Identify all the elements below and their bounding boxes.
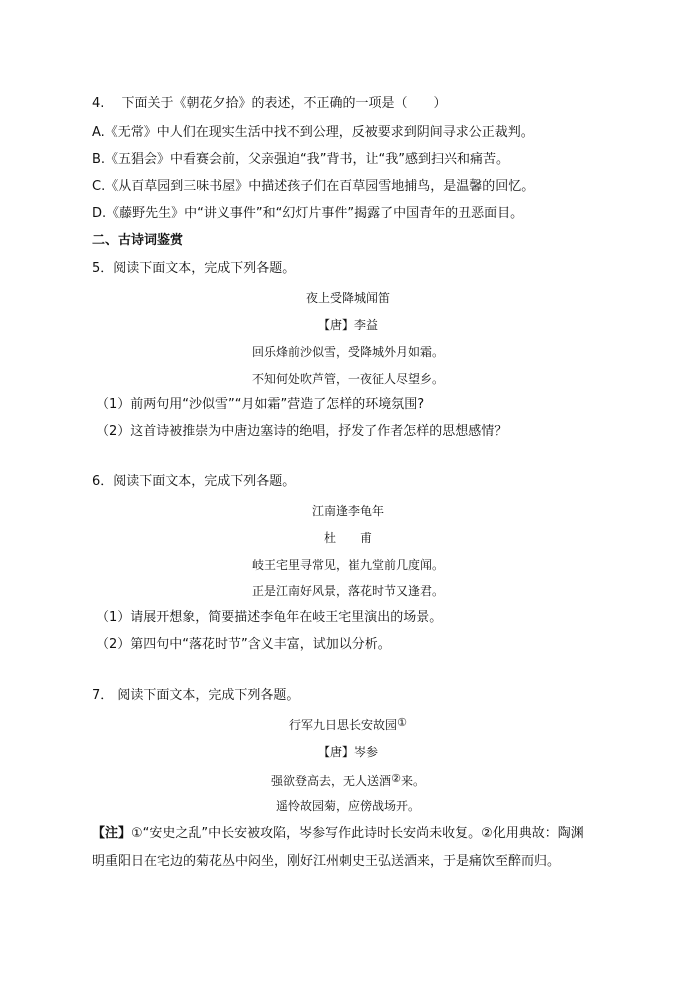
section-title: 二、古诗词鉴赏 [92,233,184,248]
q4-option-c: C.《从百草园到三味书屋》中描述孩子们在百草园雪地捕鸟，是温馨的回忆。 [92,179,535,194]
q5-poem-line-2: 不知何处吹芦管，一夜征人尽望乡。 [251,372,444,386]
q7-note-line-2: 明重阳日在宅边的菊花丛中闷坐，刚好江州刺史王弘送酒来，于是痛饮至醉而归。 [92,854,561,869]
q6-poem-line-1: 岐王宅里寻常见，崔九堂前几度闻。 [251,558,444,572]
q6-poem-author: 杜 甫 [323,531,372,545]
q5-subquestion-1: （1）前两句用“沙似雪”“月如霜”营造了怎样的环境氛围? [96,397,425,412]
q4-option-d: D.《藤野先生》中“讲义事件”和“幻灯片事件”揭露了中国青年的丑恶面目。 [92,206,524,221]
q7-poem-title: 行军九日思长安故园 [289,718,398,732]
q7-note-line-1 [92,825,584,843]
q5-subquestion-2: （2）这首诗被推崇为中唐边塞诗的绝唱，抒发了作者怎样的思想感情？ [96,424,508,439]
q6-poem-title: 江南逢李龟年 [311,504,384,518]
q7-poem-line-1 [0,770,696,790]
q7-poem-title-line [0,714,696,734]
q7-poem-line-1-b: 来。 [400,774,425,788]
q7-poem-author: 【唐】岑参 [317,745,378,759]
q6-stem: 6．阅读下面文本，完成下列各题。 [92,474,296,489]
q5-poem-title: 夜上受降城闻笛 [305,291,390,305]
q5-poem-line-1: 回乐烽前沙似雪，受降城外月如霜。 [251,345,444,359]
q5-poem-author: 【唐】李益 [317,318,378,332]
q7-poem-line-2: 遥怜故园菊，应傍战场开。 [275,799,420,813]
q4-option-b: B.《五猖会》中看赛会前，父亲强迫“我”背书，让“我”感到扫兴和痛苦。 [92,152,509,167]
q4-option-a: A.《无常》中人们在现实生活中找不到公理，反被要求到阴间寻求公正裁判。 [92,125,534,140]
q7-poem-line-1-a: 强欲登高去，无人送酒 [271,774,392,788]
q6-subquestion-1: （1）请展开想象，简要描述李龟年在岐王宅里演出的场景。 [96,610,443,625]
q7-note-text-1: ①“安史之乱”中长安被攻陷，岑参写作此诗时长安尚未收复。②化用典故：陶渊 [131,826,584,841]
q5-stem: 5．阅读下面文本，完成下列各题。 [92,261,296,276]
q7-stem: 7． 阅读下面文本，完成下列各题。 [92,688,300,703]
q7-note-mark-1: ① [397,716,407,729]
q7-note-label: 【注】 [92,826,132,841]
q6-subquestion-2: （2）第四句中“落花时节”含义丰富，试加以分析。 [96,637,391,652]
q6-poem-line-2: 正是江南好风景，落花时节又逢君。 [251,584,444,598]
q7-note-mark-2: ② [391,772,401,785]
q4-stem: 4. 下面关于《朝花夕拾》的表述，不正确的一项是（ ） [92,96,447,111]
